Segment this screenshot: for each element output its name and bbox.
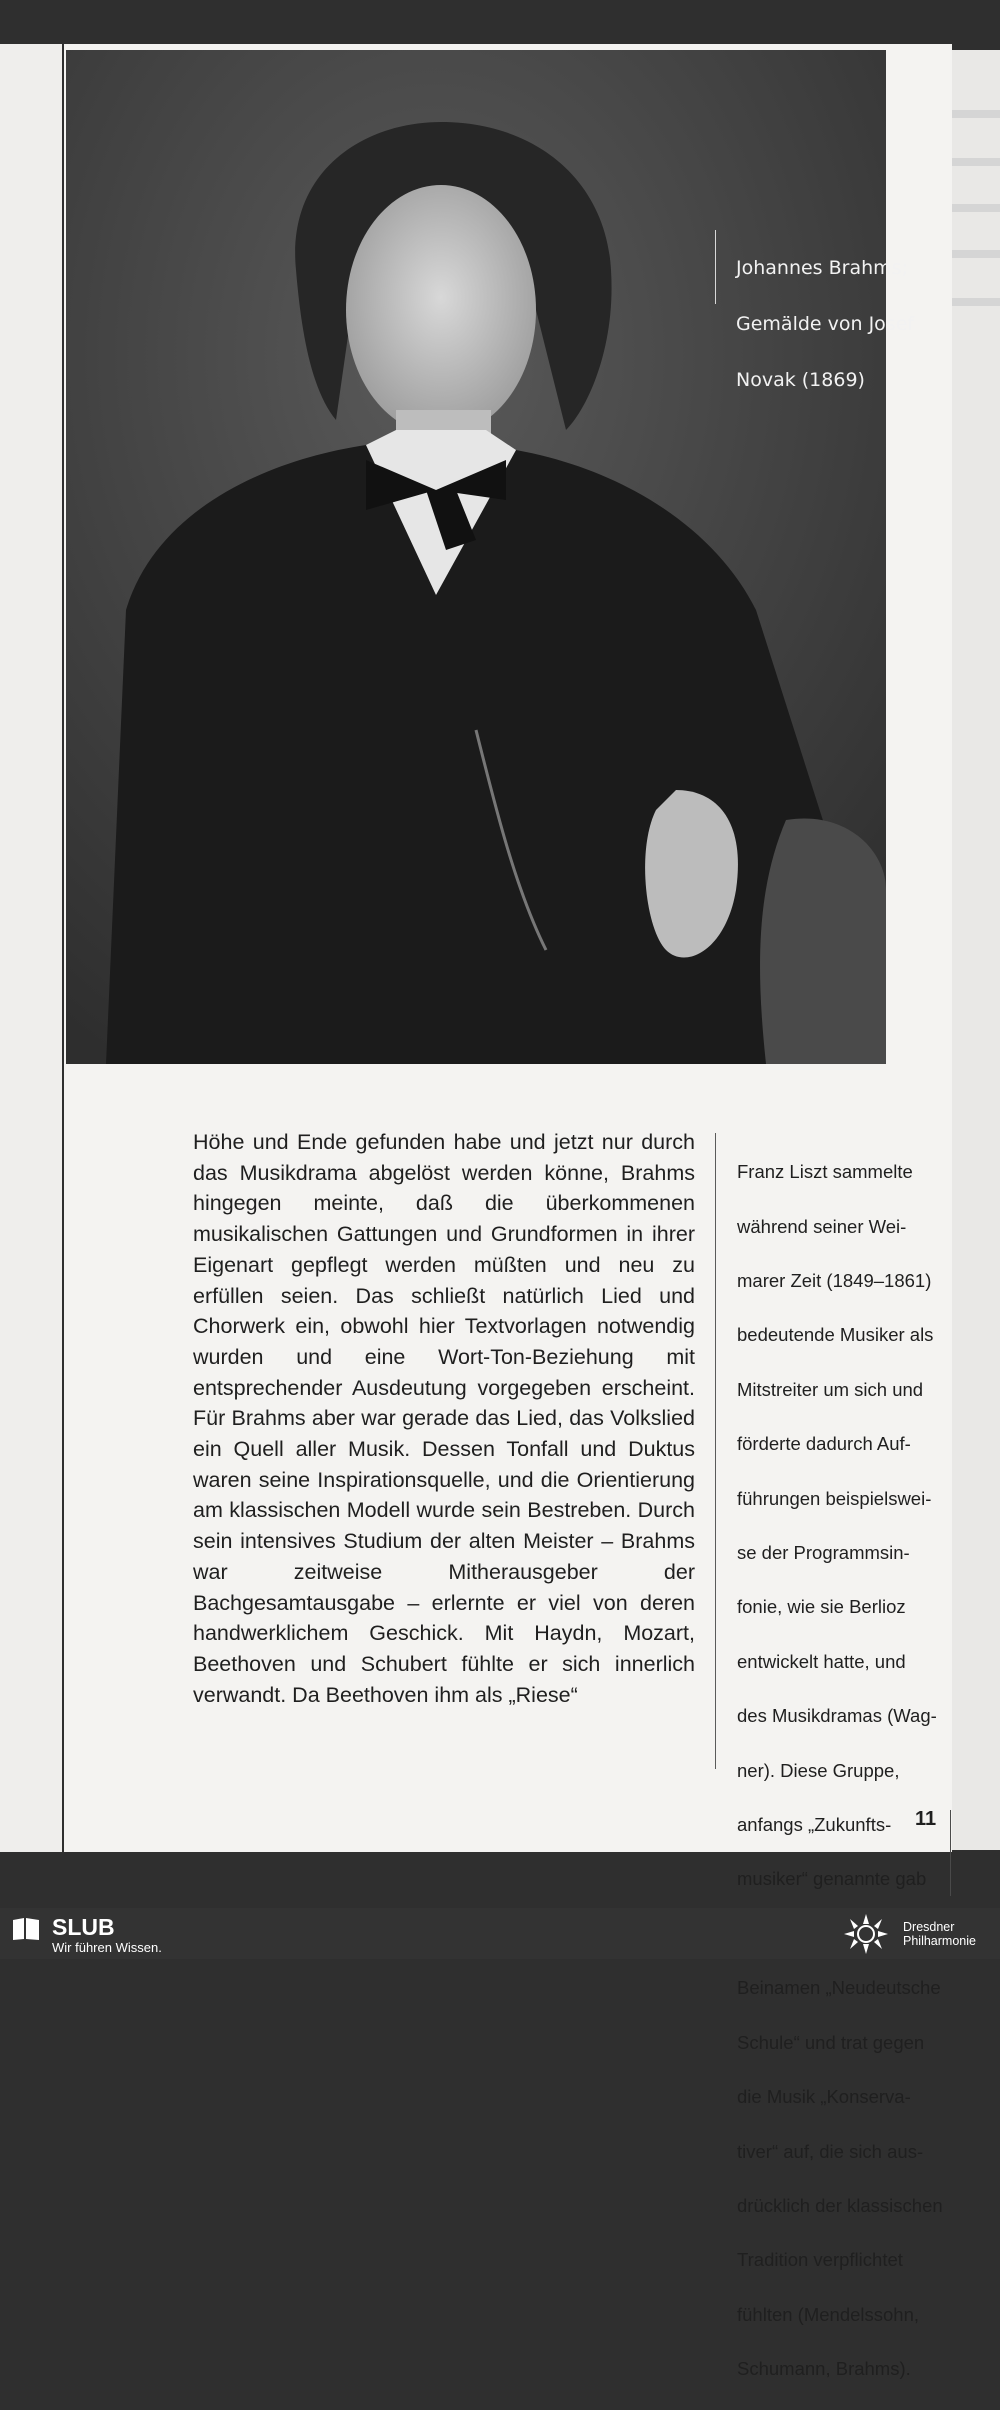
sidebar-line: während seiner Wei-: [737, 1215, 907, 1237]
sidebar-line: führungen beispielswei-: [737, 1487, 932, 1509]
sidebar-line: entwickelt hatte, und: [737, 1650, 906, 1672]
sidebar-line: bedeutende Musiker als: [737, 1324, 934, 1346]
sidebar-line: ner). Diese Gruppe,: [737, 1759, 900, 1781]
sidebar-line: Beinamen „Neudeutsche: [737, 1977, 941, 1999]
sidebar-line: Franz Liszt sammelte: [737, 1161, 913, 1183]
book-icon: [12, 1917, 40, 1941]
sidebar-line: anfangs „Zukunfts-: [737, 1814, 892, 1836]
sidebar-line: drücklich der klassischen: [737, 2194, 943, 2216]
sidebar-line: marer Zeit (1849–1861): [737, 1270, 932, 1292]
sidebar-note: [737, 1131, 967, 2410]
photo-caption: [736, 226, 936, 422]
sidebar-line: die Musik „Konserva-: [737, 2086, 911, 2108]
sidebar-line: Schumann, Brahms).: [737, 2358, 911, 2380]
page-edge-lines: [952, 50, 1000, 350]
viewer-footer-bar: [0, 1908, 1000, 1959]
portrait-illustration: [66, 50, 886, 1064]
sidebar-line: fonie, wie sie Berlioz: [737, 1596, 906, 1618]
sidebar-line: se der Programmsin-: [737, 1542, 910, 1564]
sidebar-line: Schule“ und trat gegen: [737, 2031, 925, 2053]
caption-line: Novak (1869): [736, 369, 865, 391]
sidebar-line: Tradition verpflichtet: [737, 2249, 903, 2271]
brahms-portrait-photo: [66, 50, 886, 1064]
caption-line: Johannes Brahms;: [736, 257, 908, 279]
facing-page-edge: [0, 44, 62, 1852]
column-divider: [715, 1133, 716, 1769]
sidebar-line: Mitstreiter um sich und: [737, 1378, 924, 1400]
sidebar-line: des Musikdramas (Wag-: [737, 1705, 937, 1727]
page-number-rule: [950, 1810, 951, 1896]
page-number: 11: [915, 1808, 937, 1830]
sidebar-line: förderte dadurch Auf-: [737, 1433, 911, 1455]
slub-logo-text[interactable]: SLUB: [52, 1914, 115, 1940]
main-body-text: Höhe und Ende gefunden habe und jetzt nur durch das Musikdrama abgelöst werden könne, Brahms hingegen meinte, daß die überkommenen musikalischen Gattungen und Grundformen in ihrer Eigenart gepflegt werden müßten und neu zu erfüllen seien. Das schließt natürlich Lied und Chorwerk ein, obwohl hier Textvorlagen notwendig wurden und eine Wort-Ton-Beziehung mit entsprechender Ausdeutung vorgegeben erscheint. Für Brahms aber war gerade das Lied, das Volkslied ein Quell aller Musik. Dessen Tonfall und Duktus waren seine Inspirationsquelle, und die Orientierung am klassischen Modell wurde sein Bestreben. Durch sein intensives Studium der alten Meister – Brahms war zeitweise Mitherausgeber der Bachgesamtausgabe – erlernte er viel von deren handwerklichem Geschick. Mit Haydn, Mozart, Beethoven und Schubert fühlte er sich innerlich verwandt. Da Beethoven ihm als „Riese“: [193, 1130, 695, 1707]
sidebar-line: tiver“ auf, die sich aus-: [737, 2140, 924, 2162]
sunburst-logo-icon: [840, 1912, 892, 1956]
sidebar-line: fühlten (Mendelssohn,: [737, 2303, 920, 2325]
caption-divider: [715, 230, 716, 304]
caption-line: Gemälde von Josef: [736, 313, 915, 335]
sidebar-line: musiker“ genannte gab: [737, 1868, 927, 1890]
partner-name: Dresdner Philharmonie: [903, 1920, 976, 1948]
slub-tagline: Wir führen Wissen.: [52, 1940, 162, 1955]
